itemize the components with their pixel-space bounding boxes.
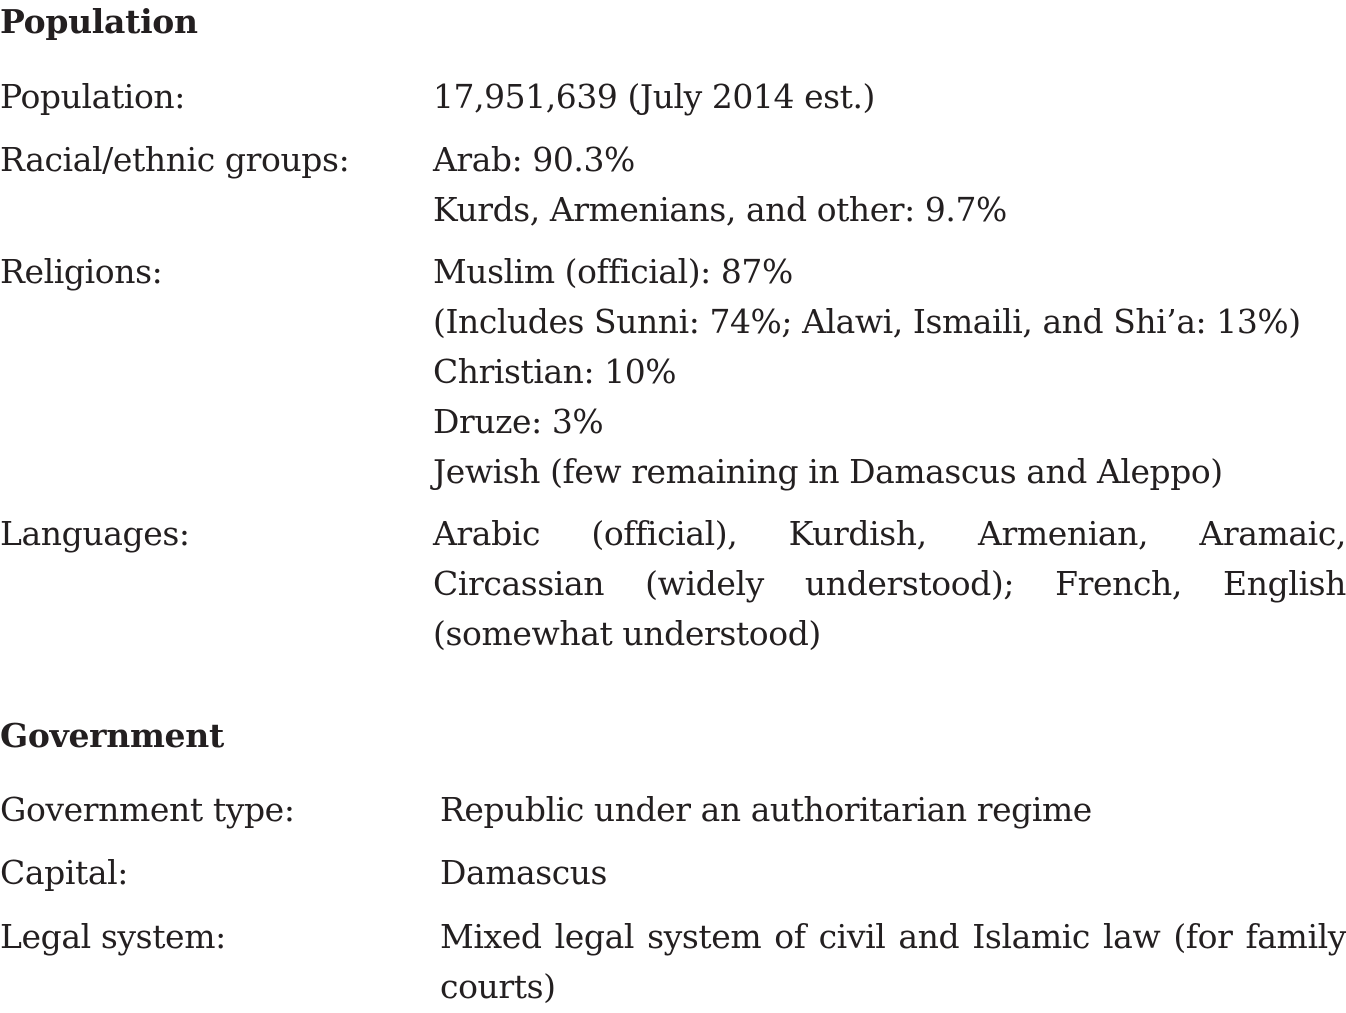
religions-value xyxy=(433,247,1346,497)
government-heading: Government xyxy=(0,716,224,755)
religion-line: Jewish (few remaining in Damascus and Aleppo) xyxy=(433,452,1223,491)
government-type-value xyxy=(440,785,1346,835)
capital-label: Capital: xyxy=(0,853,129,892)
languages-label: Languages: xyxy=(0,514,190,553)
religion-line: Christian: 10% xyxy=(433,352,677,391)
ethnic-groups-value xyxy=(433,135,1346,235)
religions-label: Religions: xyxy=(0,252,163,291)
capital-value xyxy=(440,848,1346,898)
religion-line: (Includes Sunni: 74%; Alawi, Ismaili, and Shi’a: 13%) xyxy=(433,302,1301,341)
government-type-value-line: Republic under an authoritarian regime xyxy=(440,790,1092,829)
government-type-label: Government type: xyxy=(0,790,295,829)
legal-system-value: Mixed legal system of civil and Islamic law (for family courts) xyxy=(440,917,1346,1006)
capital-value-line: Damascus xyxy=(440,853,608,892)
religion-line: Druze: 3% xyxy=(433,402,604,441)
ethnic-group-line: Kurds, Armenians, and other: 9.7% xyxy=(433,190,1007,229)
ethnic-group-line: Arab: 90.3% xyxy=(433,140,635,179)
legal-system-label: Legal system: xyxy=(0,917,226,956)
population-label: Population: xyxy=(0,77,185,116)
religion-line: Muslim (official): 87% xyxy=(433,252,793,291)
population-heading: Population xyxy=(0,2,198,41)
population-value xyxy=(433,72,1346,122)
languages-value: Arabic (official), Kurdish, Armenian, Aramaic, Circassian (widely understood); French, English (somewhat understood) xyxy=(433,514,1346,653)
ethnic-groups-label: Racial/ethnic groups: xyxy=(0,140,350,179)
population-value-line: 17,951,639 (July 2014 est.) xyxy=(433,77,875,116)
